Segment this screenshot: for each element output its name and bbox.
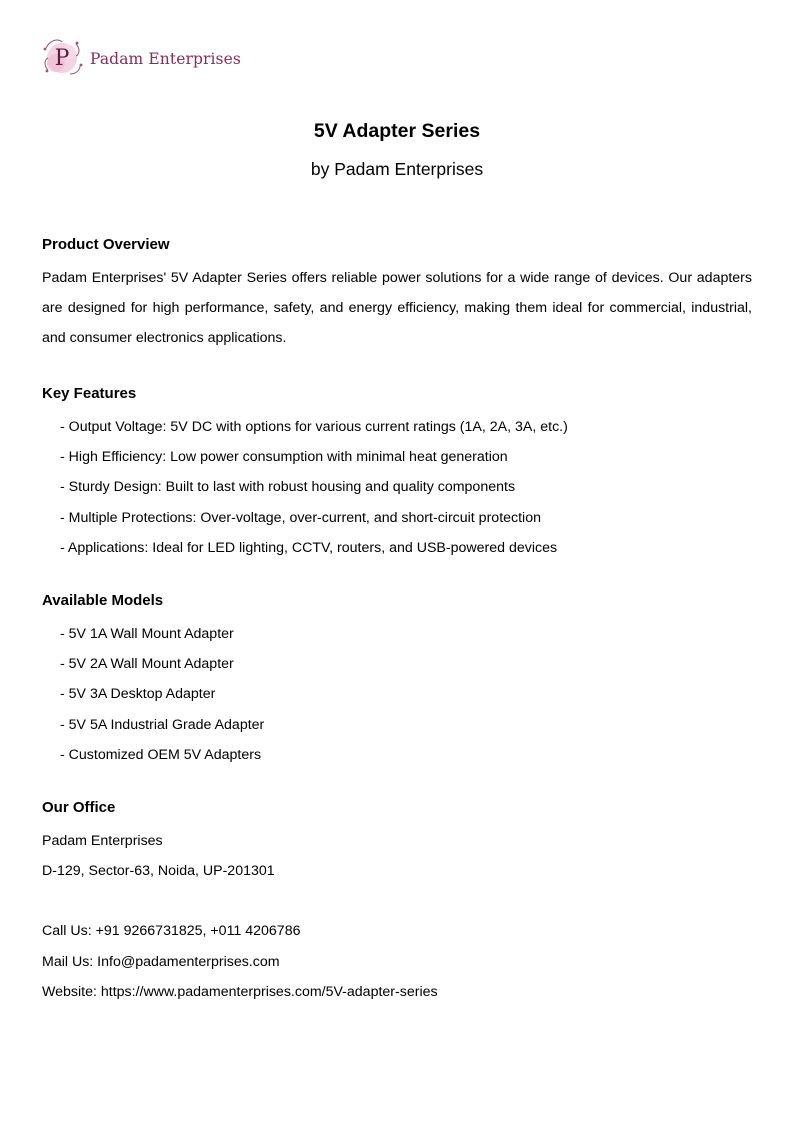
page-title: 5V Adapter Series xyxy=(313,120,481,142)
our-office-section xyxy=(42,798,752,1007)
office-address: D-129, Sector-63, Noida, UP-201301 xyxy=(42,863,275,880)
svg-text:P: P xyxy=(54,46,70,71)
brand-logo xyxy=(36,32,241,84)
office-company: Padam Enterprises xyxy=(42,833,163,850)
office-phone: Call Us: +91 9266731825, +011 4206786 xyxy=(42,923,301,940)
office-details xyxy=(42,826,752,1007)
list-item: - Customized OEM 5V Adapters xyxy=(60,746,262,763)
key-features-list xyxy=(42,412,752,563)
office-email: Mail Us: Info@padamenterprises.com xyxy=(42,953,280,970)
list-item: - 5V 1A Wall Mount Adapter xyxy=(60,626,234,643)
list-item: - Applications: Ideal for LED lighting, CCTV, routers, and USB-powered devices xyxy=(60,539,558,556)
available-models-section xyxy=(42,591,752,770)
list-item: - Multiple Protections: Over-voltage, over-current, and short-circuit protection xyxy=(60,509,541,526)
list-item: - 5V 5A Industrial Grade Adapter xyxy=(60,716,265,733)
document-body xyxy=(42,235,752,1035)
our-office-heading: Our Office xyxy=(42,799,116,817)
office-website: Website: https://www.padamenterprises.com/5V-adapter-series xyxy=(42,983,438,1000)
spacer xyxy=(42,886,752,916)
brand-logo-icon xyxy=(36,32,88,84)
key-features-heading: Key Features xyxy=(42,385,137,402)
list-item: - 5V 2A Wall Mount Adapter xyxy=(60,656,234,673)
brand-name: Padam Enterprises xyxy=(90,50,241,68)
available-models-heading: Available Models xyxy=(42,592,164,610)
product-overview-heading: Product Overview xyxy=(42,236,170,253)
product-overview-section xyxy=(42,235,752,353)
product-overview-text: Padam Enterprises' 5V Adapter Series offers reliable power solutions for a wide range of devices. Our adapters are designed for high performance, safety, and energy efficiency, making them ideal for commercial, industrial, and consumer electronics applications. xyxy=(42,270,752,346)
page-subtitle: by Padam Enterprises xyxy=(310,159,484,179)
key-features-section xyxy=(42,384,752,563)
list-item: - 5V 3A Desktop Adapter xyxy=(60,686,216,703)
list-item: - Output Voltage: 5V DC with options for various current ratings (1A, 2A, 3A, etc.) xyxy=(60,419,568,435)
list-item: - High Efficiency: Low power consumption with minimal heat generation xyxy=(60,449,508,466)
list-item: - Sturdy Design: Built to last with robust housing and quality components xyxy=(60,479,516,496)
available-models-list xyxy=(42,619,752,770)
